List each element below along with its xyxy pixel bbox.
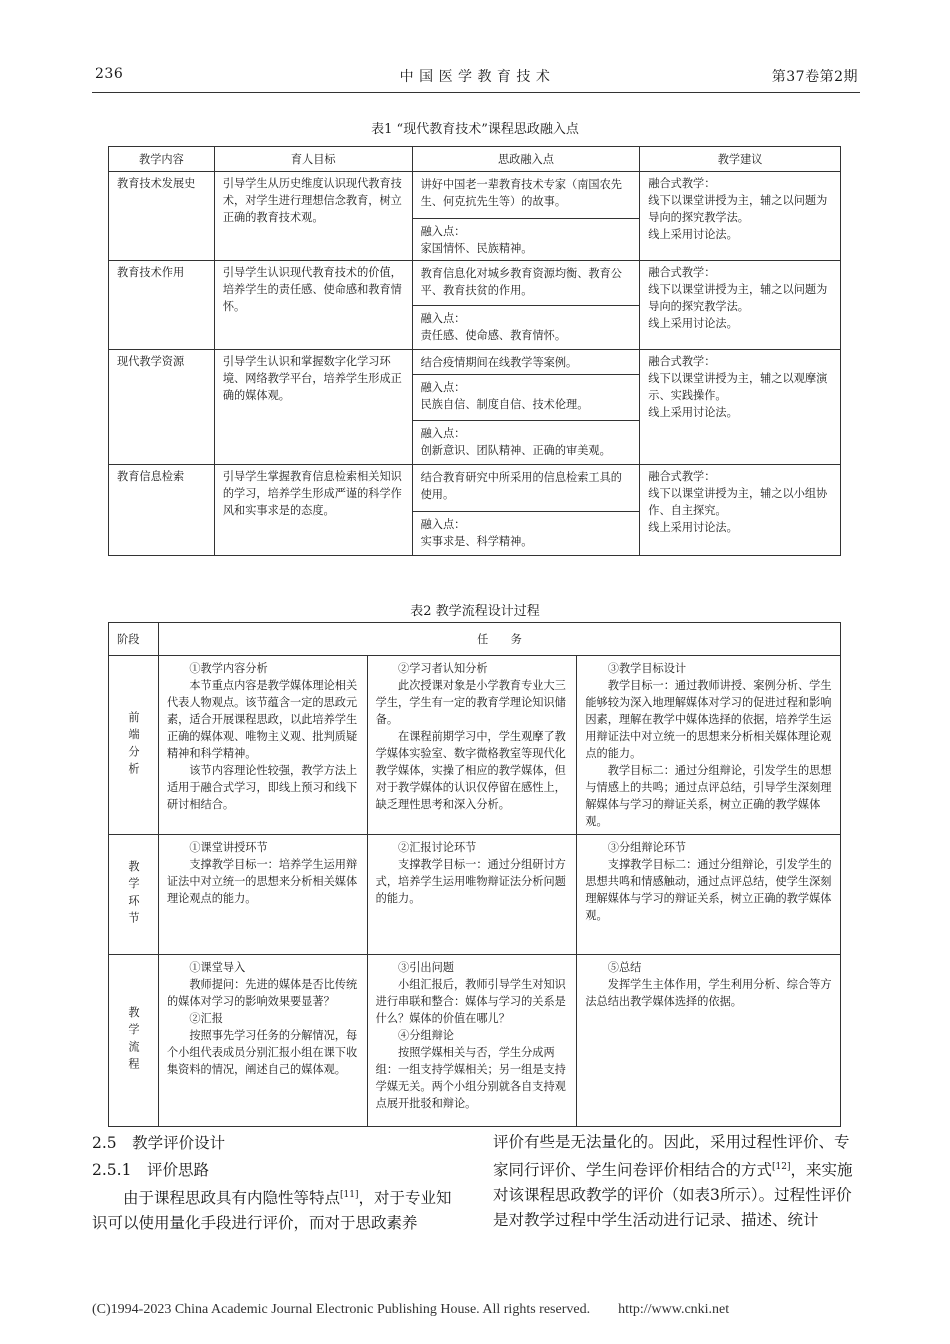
- task-text: 小组汇报后，教师引导学生对知识进行串联和整合：媒体与学习的关系是什么？媒体的价值在哪儿？: [375, 978, 566, 1025]
- task-title: ④分组辩论: [398, 1029, 454, 1042]
- table-row: [109, 350, 841, 465]
- task-text: 在课程前期学习中，学生观摩了教学媒体实验室、数字微格教室等现代化教学媒体，实操了相应的教学媒体，但对于教学媒体的认识仅停留在感性上，缺乏理性思考和深入分析。: [375, 730, 566, 811]
- table1-goal-cell: 引导学生认识现代教育技术的价值，培养学生的责任感、使命感和教育情怀。: [214, 261, 412, 350]
- table1-content-cell: 教育技术作用: [109, 261, 215, 350]
- table1-goal-cell: 引导学生从历史维度认识现代教育技术，对学生进行理想信念教育，树立正确的教育技术观。: [214, 172, 412, 261]
- table1-goal-cell: 引导学生掌握教育信息检索相关知识的学习，培养学生形成严谨的科学作风和实事求是的态度。: [214, 465, 412, 556]
- table1-content-cell: 教育信息检索: [109, 465, 215, 556]
- table1-point: 融入点： 责任感、使命感、教育情怀。: [413, 305, 640, 349]
- table2-caption: 表2 教学流程设计过程: [410, 604, 540, 619]
- section-heading: 2.5 教学评价设计: [92, 1134, 226, 1152]
- task-text: 教学目标二：通过分组辩论，引发学生的思想与情感上的共鸣；通过点评总结，引导学生深刻理解媒体与学习的辩证关系，树立正确的教学媒体观。: [585, 764, 832, 828]
- table1-goal-cell: 引导学生认识和掌握数字化学习环境、网络教学平台，培养学生形成正确的媒体观。: [214, 350, 412, 465]
- table1-points-cell: [412, 172, 640, 261]
- table1-advice-cell: 融合式教学： 线下以课堂讲授为主，辅之以小组协作、自主探究。 线上采用讨论法。: [640, 465, 841, 556]
- table2-task-cell: [577, 835, 841, 955]
- table1-header-cell: 教学建议: [640, 147, 841, 172]
- table1-content-cell: 现代教学资源: [109, 350, 215, 465]
- task-title: ③分组辩论环节: [607, 841, 687, 854]
- task-text: 支撑教学目标一：培养学生运用辩证法中对立统一的思想来分析相关媒体理论观点的能力。: [166, 858, 358, 905]
- paragraph-text: 评价有些是无法量化的。因此，采用过程性评价、专家同行评价、学生问卷评价相结合的方式: [493, 1133, 850, 1180]
- table1-points-cell: [412, 350, 640, 465]
- task-text: 支撑教学目标二：通过分组辩论，引发学生的思想共鸣和情感触动，通过点评总结，使学生深刻理解媒体与学习的辩证关系，树立正确的教学媒体观。: [585, 858, 832, 922]
- table2-stage-cell: 教学环节: [109, 835, 159, 955]
- task-text: 此次授课对象是小学教育专业大三学生，学生有一定的教育学理论知识储备。: [375, 679, 566, 726]
- task-text: 教学目标一：通过教师讲授、案例分析、学生能够较为深入地理解媒体对学习的促进过程和影响因素，理解在教学中媒体选择的依据，培养学生运用辩证法中对立统一的思想来分析相关媒体理论观点的能力。: [585, 679, 832, 760]
- table2-header-row: [109, 623, 841, 656]
- table2-task-cell: [577, 656, 841, 835]
- table1-header-cell: 教学内容: [109, 147, 215, 172]
- table-row: [109, 465, 841, 556]
- table-row: [109, 656, 841, 835]
- table-row: [109, 261, 841, 350]
- task-title: ③引出问题: [398, 961, 454, 974]
- task-title: ②学习者认知分析: [398, 662, 488, 675]
- table2-task-cell: [577, 955, 841, 1127]
- table2: [108, 622, 841, 1127]
- table-row: [109, 835, 841, 955]
- header-rule: [92, 92, 860, 93]
- table2-header-stage: 阶段: [109, 623, 159, 656]
- table1-header-row: [109, 147, 841, 172]
- table1-content-cell: 教育技术发展史: [109, 172, 215, 261]
- table1-points-cell: [412, 465, 640, 556]
- table1-header-cell: 育人目标: [214, 147, 412, 172]
- table1-point: 融入点： 家国情怀、民族精神。: [413, 218, 640, 260]
- issue-label: 第37卷第2期: [771, 69, 858, 85]
- table1-point: 结合教育研究中所采用的信息检索工具的使用。: [420, 471, 622, 501]
- table2-task-cell: [158, 835, 367, 955]
- table1-advice-cell: 融合式教学： 线下以课堂讲授为主，辅之以问题为导向的探究教学法。 线上采用讨论法。: [640, 261, 841, 350]
- task-title: ①课堂讲授环节: [189, 841, 268, 854]
- task-title: ③教学目标设计: [607, 662, 687, 675]
- table1-point: 讲好中国老一辈教育技术专家（南国农先生、何克抗先生等）的故事。: [420, 178, 622, 208]
- table2-header-task: 任 务: [158, 623, 840, 656]
- subsection-heading: 2.5.1 评价思路: [92, 1161, 209, 1179]
- paragraph-text: ，对于专业知识可以使用量化手段进行评价，而对于思政素养: [92, 1189, 452, 1233]
- task-text: 教师提问：先进的媒体是否比传统的媒体对学习的影响效果要显著？: [166, 978, 358, 1008]
- citation[interactable]: [12]: [772, 1162, 791, 1172]
- page-number: 236: [95, 66, 124, 82]
- left-column-paragraph: [92, 1183, 460, 1236]
- task-text: 支撑教学目标一：通过分组研讨方式，培养学生运用唯物辩证法分析问题的能力。: [375, 858, 566, 905]
- task-title: ①课堂导入: [189, 961, 246, 974]
- table2-task-cell: [158, 955, 367, 1127]
- right-column-paragraph: [493, 1130, 860, 1233]
- table1-point: 融入点： 创新意识、团队精神、正确的审美观。: [413, 420, 640, 464]
- table1-advice-cell: 融合式教学： 线下以课堂讲授为主，辅之以观摩演示、实践操作。 线上采用讨论法。: [640, 350, 841, 465]
- task-text: 本节重点内容是教学媒体理论相关代表人物观点。该节蕴含一定的思政元素，适合开展课程思政，以此培养学生正确的媒体观、唯物主义观、批判质疑精神和科学精神。: [166, 679, 358, 760]
- table1-point: 教育信息化对城乡教育资源均衡、教育公平、教育扶贫的作用。: [420, 267, 622, 297]
- table1: [108, 146, 841, 556]
- table2-stage-cell: 教学流程: [109, 955, 159, 1127]
- task-text: 按照学媒相关与否，学生分成两组：一组支持学媒相关；另一组是支持学媒无关。两个小组分别就各自支持观点展开批驳和辩论。: [375, 1046, 566, 1110]
- table1-caption: 表1 “现代教育技术”课程思政融入点: [371, 122, 579, 137]
- task-title: ①教学内容分析: [189, 662, 268, 675]
- copyright-footer: (C)1994-2023 China Academic Journal Electronic Publishing House. All rights reserved. http://www.cnki.net: [92, 1302, 730, 1317]
- table-row: [109, 172, 841, 261]
- task-text: 按照事先学习任务的分解情况，每个小组代表成员分别汇报小组在课下收集资料的情况，阐述自己的媒体观。: [166, 1029, 358, 1076]
- citation[interactable]: [11]: [340, 1190, 359, 1200]
- paragraph-text: 由于课程思政具有内隐性等特点: [123, 1189, 341, 1208]
- task-title: ②汇报讨论环节: [398, 841, 477, 854]
- task-text: 该节内容理论性较强，教学方法上适用于融合式学习，即线上预习和线下研讨相结合。: [166, 764, 358, 811]
- task-text: 发挥学生主体作用，学生利用分析、综合等方法总结出教学媒体选择的依据。: [585, 978, 832, 1008]
- table2-task-cell: [367, 656, 577, 835]
- table2-task-cell: [367, 835, 577, 955]
- journal-title: 中 国 医 学 教 育 技 术: [399, 69, 551, 85]
- table-row: [109, 955, 841, 1127]
- table1-advice-cell: 融合式教学： 线下以课堂讲授为主，辅之以问题为导向的探究教学法。 线上采用讨论法。: [640, 172, 841, 261]
- table1-point: 融入点： 实事求是、科学精神。: [413, 511, 640, 555]
- task-title: ⑤总结: [607, 961, 642, 974]
- paragraph-text: ，来实施对该课程思政教学的评价（如表3所示）。过程性评价是对教学过程中学生活动进行记录、描述、统计: [493, 1161, 853, 1230]
- table2-task-cell: [158, 656, 367, 835]
- table1-header-cell: 思政融入点: [412, 147, 640, 172]
- table1-point: 融入点： 民族自信、制度自信、技术伦理。: [413, 374, 640, 420]
- table1-point: 结合疫情期间在线教学等案例。: [420, 356, 578, 369]
- table2-task-cell: [367, 955, 577, 1127]
- table1-points-cell: [412, 261, 640, 350]
- table2-stage-cell: 前端分析: [109, 656, 159, 835]
- task-title: ②汇报: [189, 1012, 223, 1025]
